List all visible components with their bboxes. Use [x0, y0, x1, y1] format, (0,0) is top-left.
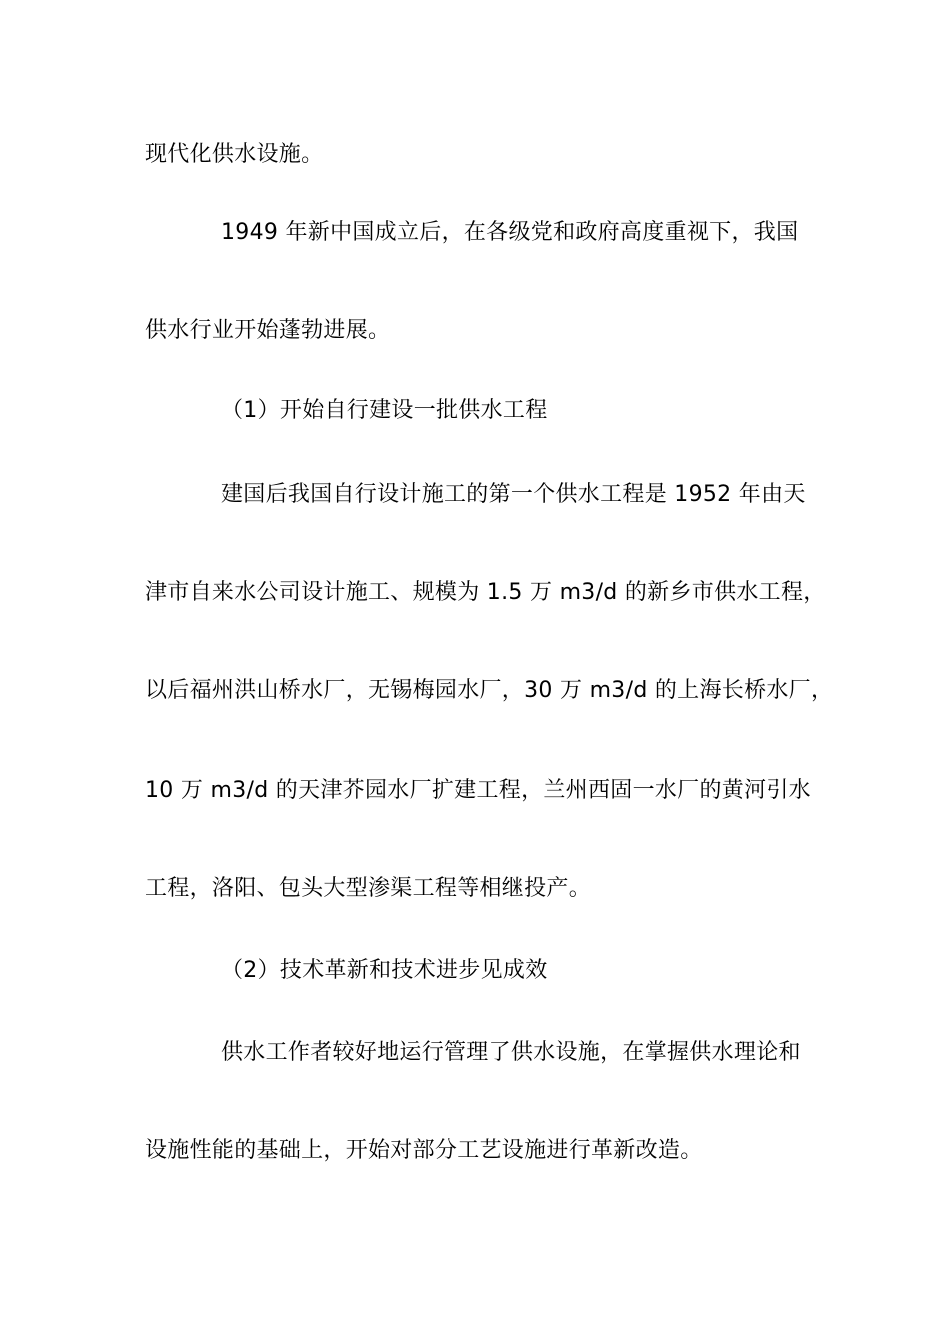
paragraph-line-8: 工程，洛阳、包头大型渗渠工程等相继投产。 — [145, 876, 592, 901]
paragraph-line-6: 以后福州洪山桥水厂，无锡梅园水厂，30 万 m3/d 的上海长桥水厂， — [145, 678, 834, 703]
section-heading-2: （2）技术革新和技术进步见成效 — [221, 958, 548, 983]
paragraph-line-5: 津市自来水公司设计施工、规模为 1.5 万 m3/d 的新乡市供水工程， — [145, 580, 826, 605]
paragraph-line-1: 现代化供水设施。 — [145, 142, 324, 167]
paragraph-line-4: 建国后我国自行设计施工的第一个供水工程是 1952 年由天 — [221, 482, 806, 507]
paragraph-line-7: 10 万 m3/d 的天津芥园水厂扩建工程，兰州西固一水厂的黄河引水 — [145, 778, 811, 803]
paragraph-line-2: 1949 年新中国成立后，在各级党和政府高度重视下，我国 — [221, 220, 799, 245]
paragraph-line-10: 设施性能的基础上，开始对部分工艺设施进行革新改造。 — [145, 1138, 703, 1163]
paragraph-line-9: 供水工作者较好地运行管理了供水设施，在掌握供水理论和 — [221, 1040, 801, 1065]
paragraph-line-3: 供水行业开始蓬勃进展。 — [145, 318, 391, 343]
section-heading-1: （1）开始自行建设一批供水工程 — [221, 398, 548, 423]
